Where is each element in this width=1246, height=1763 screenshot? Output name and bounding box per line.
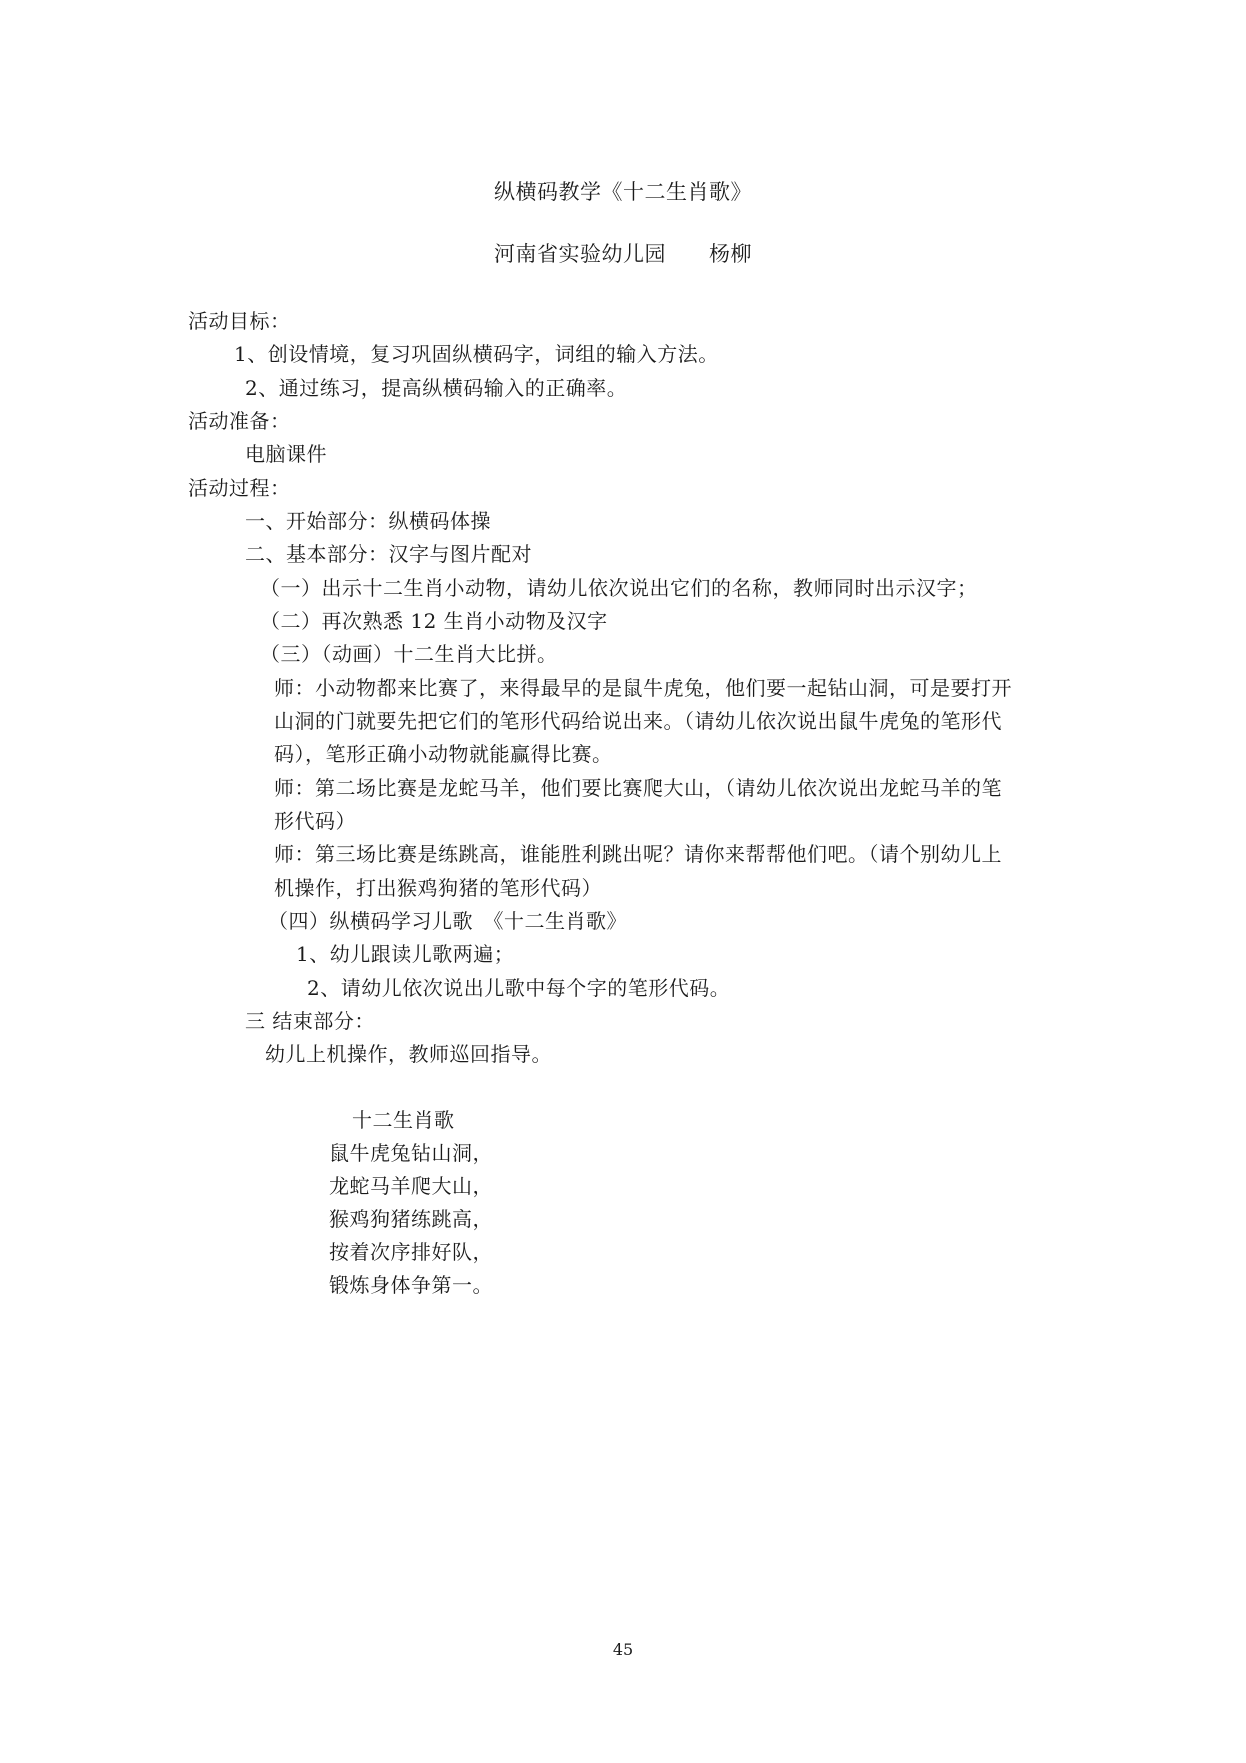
part-3: 三 结束部分：	[245, 1009, 375, 1033]
poem-line: 按着次序排好队，	[329, 1240, 493, 1264]
prep-heading: 活动准备：	[188, 409, 291, 433]
part-2: 二、基本部分：汉字与图片配对	[245, 542, 532, 566]
page-number: 45	[612, 1640, 634, 1659]
poem-line: 猴鸡狗猪练跳高，	[329, 1207, 493, 1231]
step-2: （二）再次熟悉 12 生肖小动物及汉字	[260, 609, 608, 633]
author-line: 河南省实验幼儿园 杨柳	[494, 242, 752, 266]
part-1: 一、开始部分：纵横码体操	[245, 509, 491, 533]
poem-title: 十二生肖歌	[352, 1108, 455, 1132]
document-title: 纵横码教学《十二生肖歌》	[494, 180, 752, 204]
teacher-line-2a: 师：第二场比赛是龙蛇马羊，他们要比赛爬大山，（请幼儿依次说出龙蛇马羊的笔	[274, 776, 1002, 800]
teacher-line-1b: 山洞的门就要先把它们的笔形代码给说出来。（请幼儿依次说出鼠牛虎兔的笔形代	[274, 709, 1002, 733]
step-1: （一）出示十二生肖小动物，请幼儿依次说出它们的名称，教师同时出示汉字；	[260, 576, 978, 600]
goal-item-2: 2、通过练习，提高纵横码输入的正确率。	[245, 376, 628, 400]
poem-line: 龙蛇马羊爬大山，	[329, 1174, 493, 1198]
part-3-text: 幼儿上机操作，教师巡回指导。	[265, 1042, 552, 1066]
poem-line: 锻炼身体争第一。	[329, 1273, 493, 1297]
step-4: （四）纵横码学习儿歌 《十二生肖歌》	[268, 909, 627, 933]
goal-item-1: 1、创设情境，复习巩固纵横码字，词组的输入方法。	[234, 342, 719, 366]
goals-heading: 活动目标：	[188, 309, 291, 333]
teacher-line-3b: 机操作，打出猴鸡狗猪的笔形代码）	[274, 876, 602, 900]
teacher-line-1c: 码），笔形正确小动物就能赢得比赛。	[274, 742, 613, 766]
step-3: （三）（动画）十二生肖大比拼。	[260, 642, 558, 666]
poem-line: 鼠牛虎兔钻山洞，	[329, 1141, 493, 1165]
teacher-line-3a: 师：第三场比赛是练跳高，谁能胜利跳出呢？请你来帮帮他们吧。（请个别幼儿上	[274, 842, 1002, 866]
prep-item: 电脑课件	[245, 442, 327, 466]
step-4-item-1: 1、幼儿跟读儿歌两遍；	[296, 942, 515, 966]
teacher-line-1a: 师：小动物都来比赛了，来得最早的是鼠牛虎兔，他们要一起钻山洞，可是要打开	[274, 676, 1012, 700]
process-heading: 活动过程：	[188, 476, 291, 500]
step-4-item-2: 2、请幼儿依次说出儿歌中每个字的笔形代码。	[307, 976, 731, 1000]
teacher-line-2b: 形代码）	[274, 809, 356, 833]
